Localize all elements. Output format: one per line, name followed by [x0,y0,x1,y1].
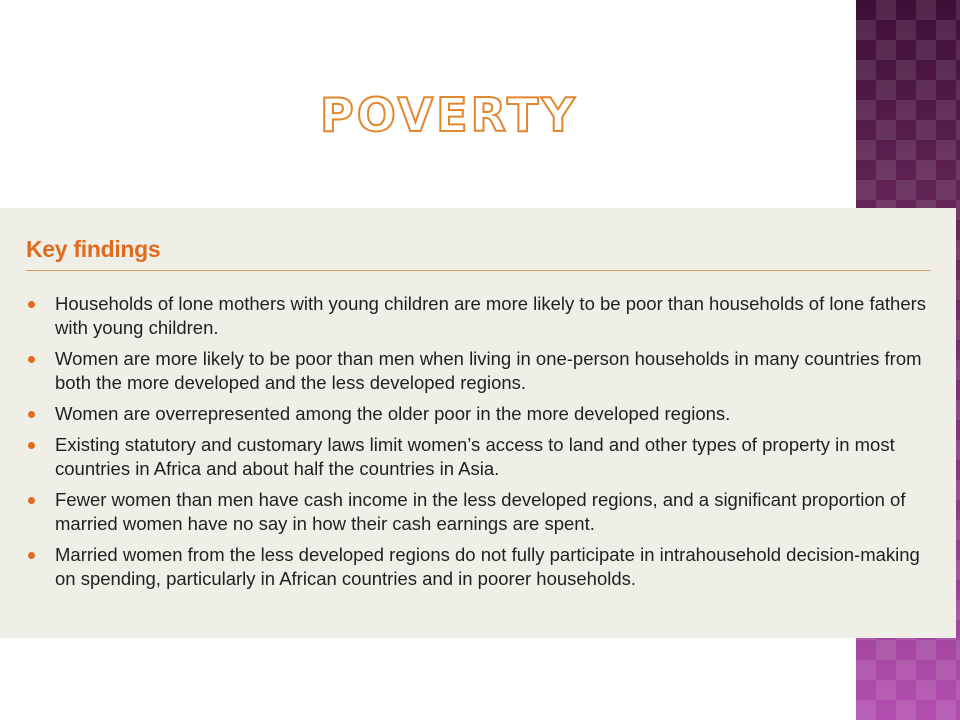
panel-heading: Key findings [26,236,161,262]
finding-text: Married women from the less developed regions do not fully participate in intrahousehold decision-making on spending, particularly in African countries and in poorer households. [55,544,920,589]
finding-item [26,347,938,395]
bullet-icon [28,301,35,308]
finding-item [26,292,938,340]
key-findings-panel [0,208,956,638]
finding-item [26,433,938,481]
slide-title: POVERTY [320,88,578,142]
finding-item [26,488,938,536]
findings-list [26,292,938,598]
heading-divider [26,270,930,271]
bullet-icon [28,356,35,363]
bullet-icon [28,552,35,559]
finding-text: Women are more likely to be poor than men when living in one-person households in many countries from both the more developed and the less developed regions. [55,348,922,393]
bullet-icon [28,497,35,504]
finding-item [26,543,938,591]
finding-text: Households of lone mothers with young children are more likely to be poor than households of lone fathers with young children. [55,293,927,338]
finding-text: Existing statutory and customary laws limit women’s access to land and other types of property in most countries in Africa and about half the countries in Asia. [55,434,895,479]
finding-text: Women are overrepresented among the older poor in the more developed regions. [55,403,731,424]
bullet-icon [28,411,35,418]
bullet-icon [28,442,35,449]
finding-item [26,402,938,426]
finding-text: Fewer women than men have cash income in the less developed regions, and a significant proportion of married women have no say in how their cash earnings are spent. [55,489,906,534]
